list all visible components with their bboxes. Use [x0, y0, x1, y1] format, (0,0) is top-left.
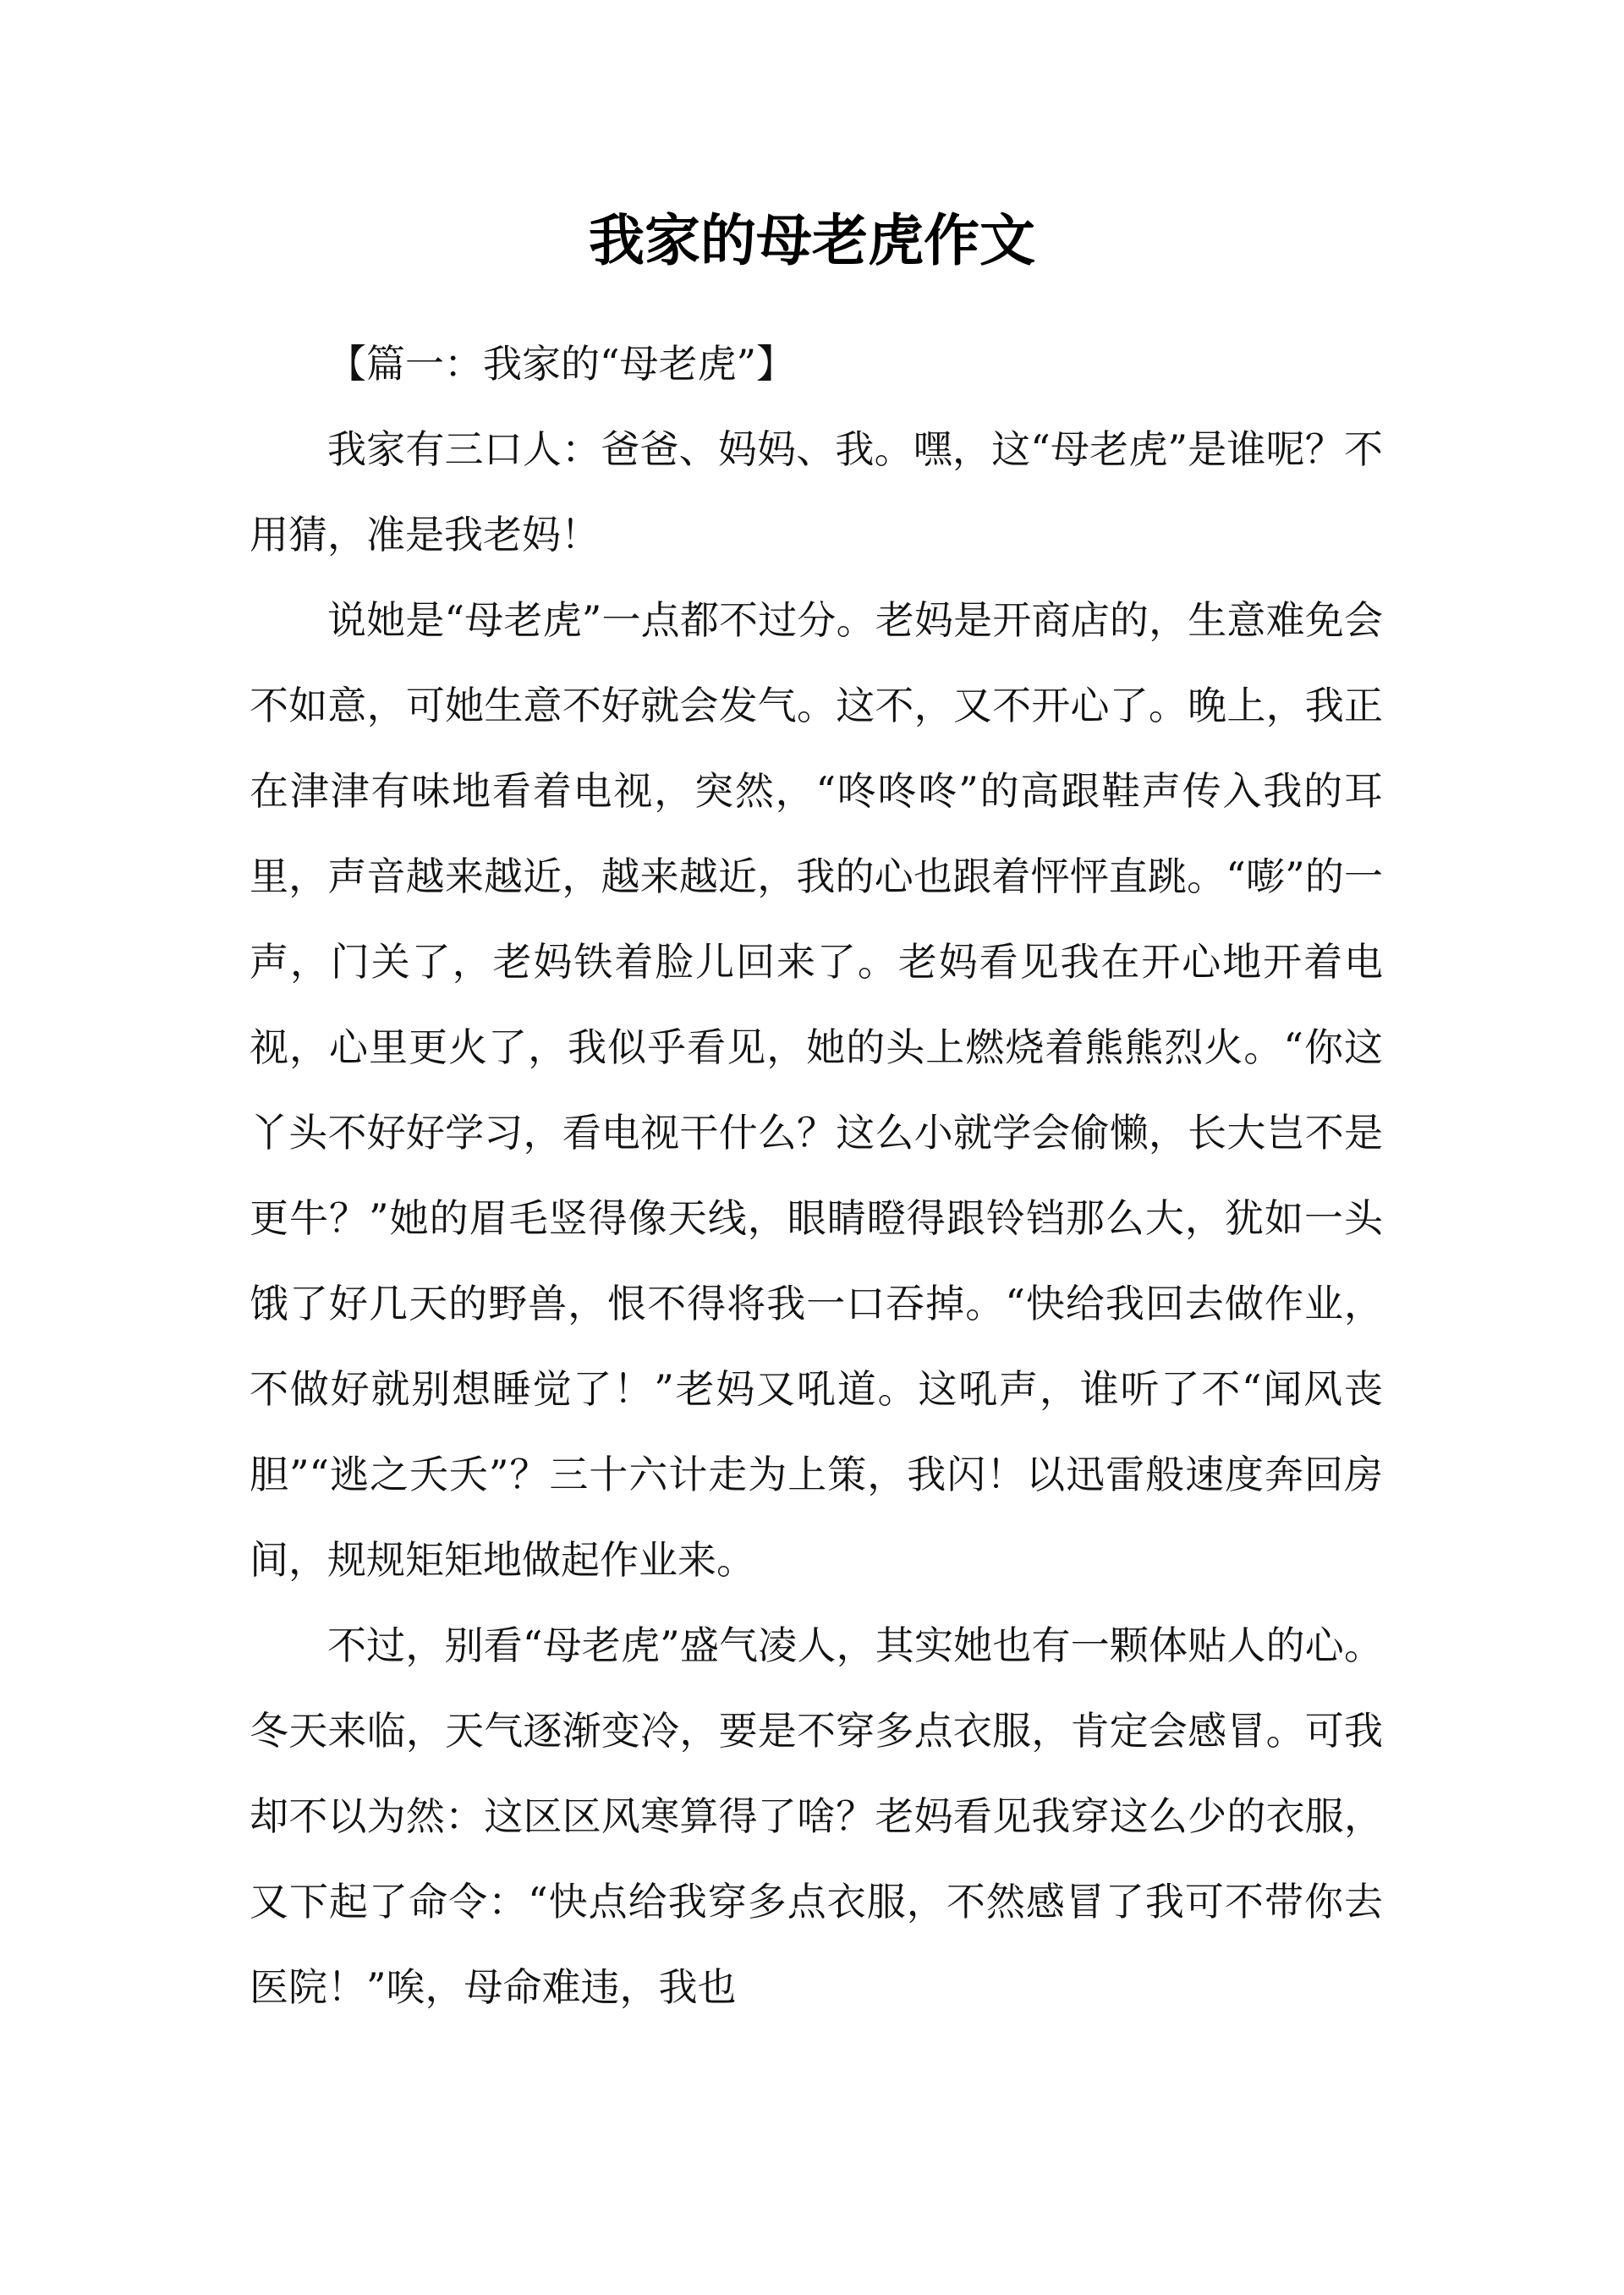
document-title: 我家的母老虎作文	[589, 208, 1035, 273]
paragraph-1: 我家有三口人：爸爸、妈妈、我。嘿，这“母老虎”是谁呢？不用猜，准是我老妈！	[250, 426, 1383, 557]
paragraph-3: 不过，别看“母老虎”盛气凌人，其实她也有一颗体贴人的心。冬天来临，天气逐渐变冷，要是不穿多点衣服，肯定会感冒。可我却不以为然：这区区风寒算得了啥？老妈看见我穿这么少的衣服，又下起了命令：“快点给我穿多点衣服，不然感冒了我可不带你去医院！”唉，母命难违，我也	[250, 1622, 1383, 2010]
document-body	[250, 321, 1383, 2030]
paragraph-2: 说她是“母老虎”一点都不过分。老妈是开商店的，生意难免会不如意，可她生意不好就会发气。这不，又不开心了。晚上，我正在津津有味地看着电视，突然，“咚咚咚”的高跟鞋声传入我的耳里，声音越来越近，越来越近，我的心也跟着怦怦直跳。“嘭”的一声，门关了，老妈铁着脸儿回来了。老妈看见我在开心地开着电视，心里更火了，我似乎看见，她的头上燃烧着熊熊烈火。“你这丫头不好好学习，看电视干什么？这么小就学会偷懒，长大岂不是更牛？”她的眉毛竖得像天线，眼睛瞪得跟铃铛那么大，犹如一头饿了好几天的野兽，恨不得将我一口吞掉。“快给我回去做作业，不做好就别想睡觉了！”老妈又吼道。这吼声，谁听了不“闻风丧胆”“逃之夭夭”？三十六计走为上策，我闪！以迅雷般速度奔回房间，规规矩矩地做起作业来。	[250, 597, 1383, 1583]
section-heading: 【篇一：我家的“母老虎”】	[327, 341, 796, 387]
